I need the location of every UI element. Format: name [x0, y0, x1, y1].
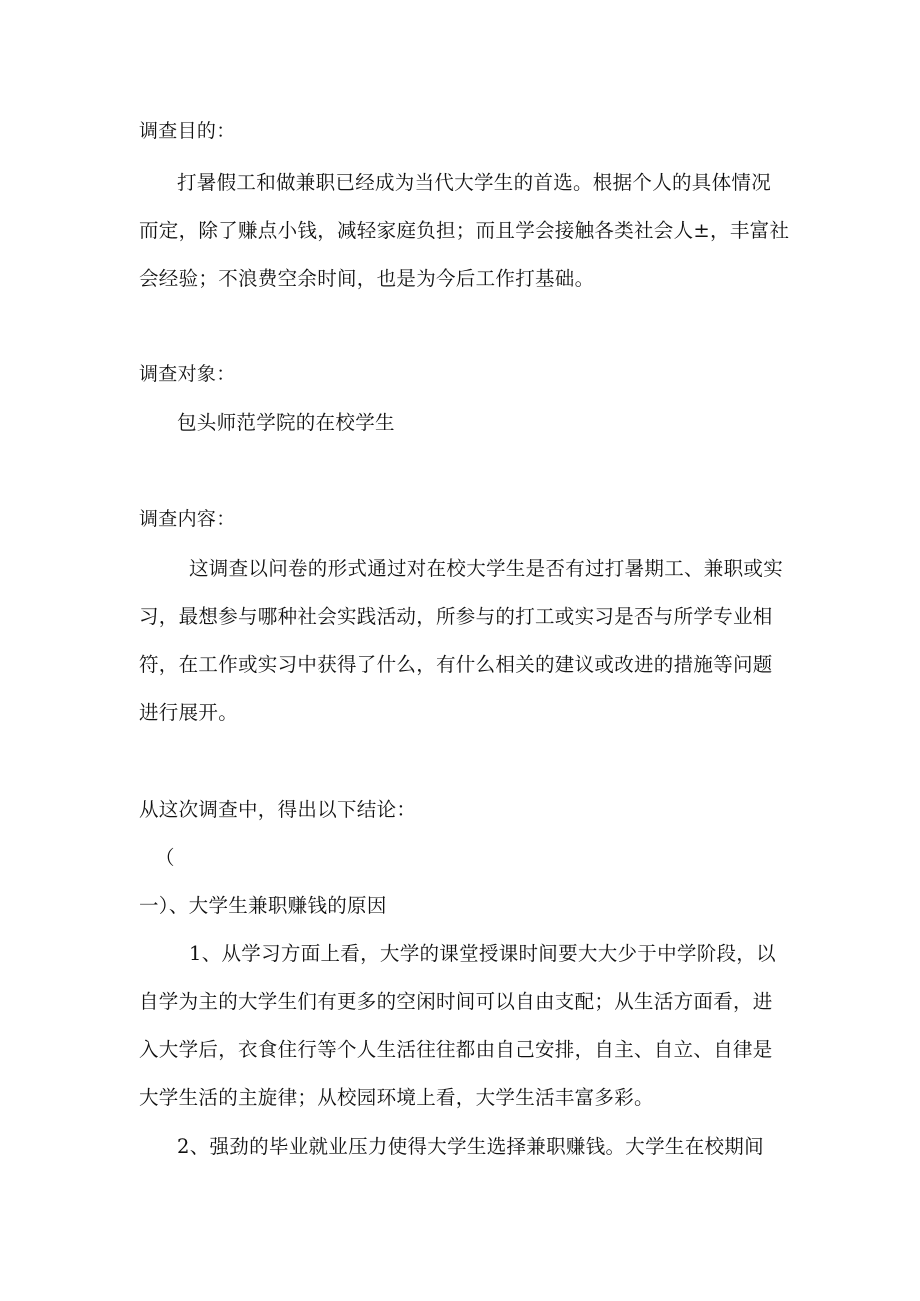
point1-line-4: 大学生活的主旋律；从校园环境上看，大学生活丰富多彩。 — [139, 1086, 654, 1109]
purpose-line-3: 会经验；不浪费空余时间，也是为今后工作打基础。 — [139, 267, 595, 290]
point2-line-1: 2、强劲的毕业就业压力使得大学生选择兼职赚钱。大学生在校期间 — [177, 1135, 764, 1158]
content-line-2: 习，最想参与哪种社会实践活动，所参与的打工或实习是否与所学专业相 — [139, 605, 773, 628]
point1-line-1: 1、从学习方面上看，大学的课堂授课时间要大大少于中学阶段，以 — [189, 942, 776, 965]
section-title: 一）、大学生兼职赚钱的原因 — [139, 894, 387, 917]
conclusion-paren: （ — [155, 846, 175, 869]
point1-line-2: 自学为主的大学生们有更多的空闲时间可以自由支配；从生活方面看，进 — [139, 990, 773, 1013]
target-text: 包头师范学院的在校学生 — [177, 411, 395, 434]
point1-line-3: 入大学后，衣食住行等个人生活往往都由自己安排，自主、自立、自律是 — [139, 1038, 773, 1061]
purpose-line-1: 打暑假工和做兼职已经成为当代大学生的首选。根据个人的具体情况 — [177, 171, 772, 194]
purpose-heading: 调查目的： — [139, 120, 236, 142]
content-line-3: 符，在工作或实习中获得了什么，有什么相关的建议或改进的措施等问题 — [139, 653, 773, 676]
conclusion-intro: 从这次调查中，得出以下结论： — [139, 798, 417, 821]
purpose-line-2: 而定，除了赚点小钱，减轻家庭负担；而且学会接触各类社会人±，丰富社 — [139, 219, 790, 242]
content-heading: 调查内容： — [139, 508, 236, 530]
content-line-4: 进行展开。 — [139, 701, 239, 724]
content-line-1: 这调查以问卷的形式通过对在校大学生是否有过打暑期工、兼职或实 — [189, 557, 784, 580]
target-heading: 调查对象： — [139, 363, 236, 385]
